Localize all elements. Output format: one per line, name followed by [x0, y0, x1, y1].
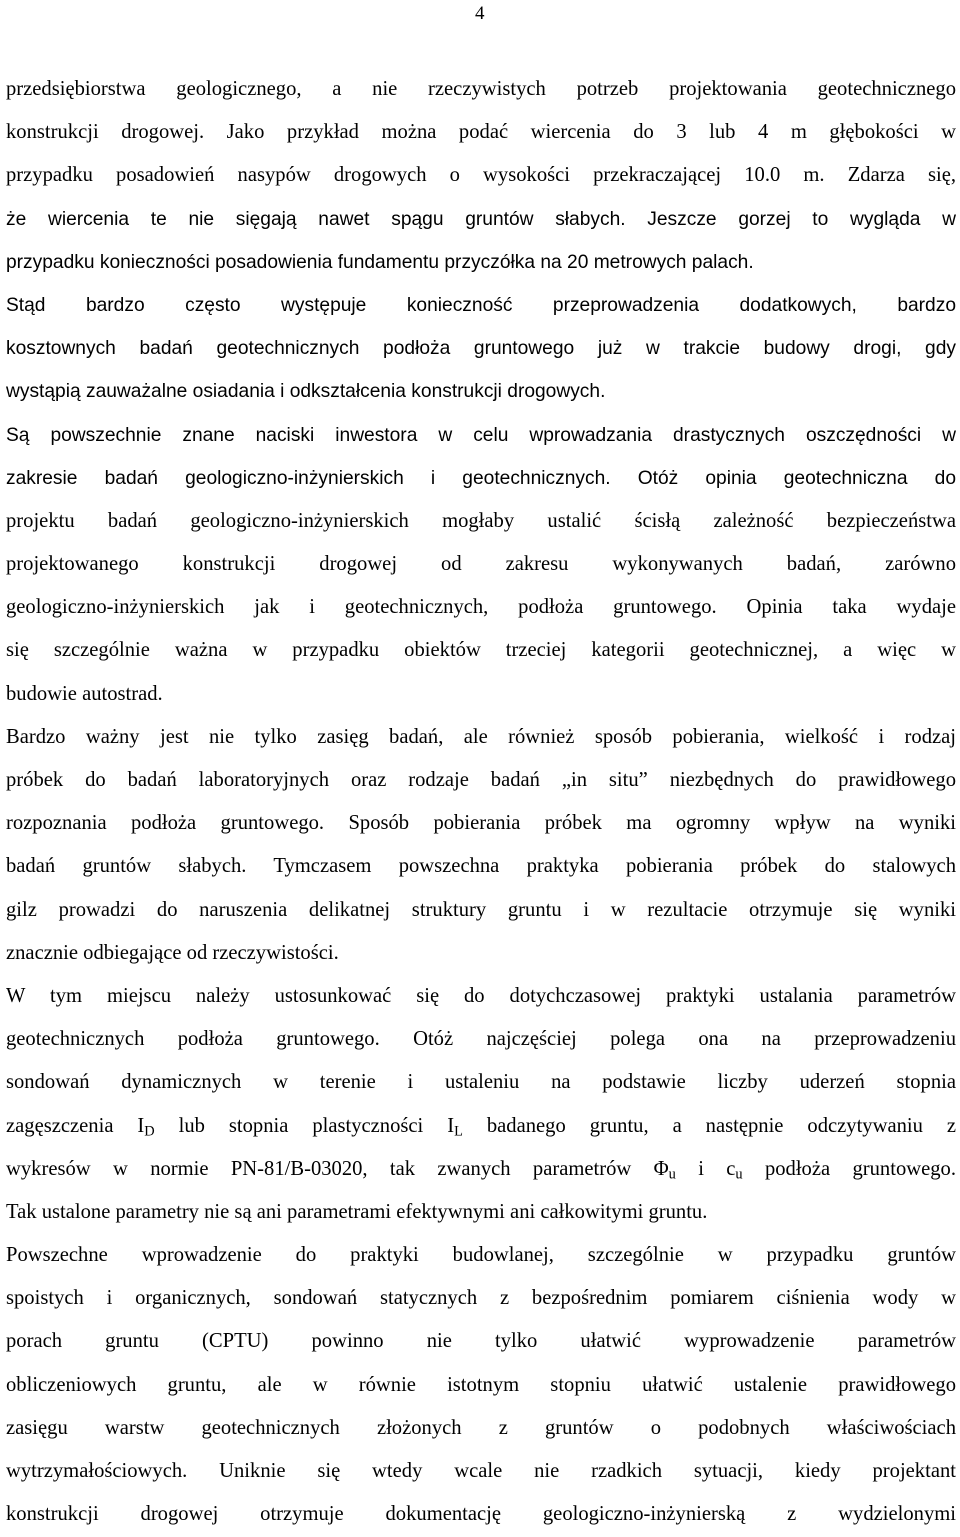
text-segment: gilz prowadzi do naruszenia delikatnej struktury gruntu i w rezultacie otrzymuje się wyniki [6, 898, 956, 921]
text-line [6, 1191, 956, 1234]
text-segment: konstrukcji drogowej. Jako przykład można podać wiercenia do 3 lub 4 m głębokości w [6, 121, 956, 144]
text-line [6, 716, 956, 759]
text-segment: sondowań dynamicznych w terenie i ustaleniu na podstawie liczby uderzeń stopnia [6, 1071, 956, 1094]
text-line [6, 1407, 956, 1450]
text-segment: zasięgu warstw geotechnicznych złożonych z gruntów o podobnych właściwościach [6, 1416, 956, 1439]
text-segment: badań gruntów słabych. Tymczasem powszechna praktyka pobierania próbek do stalowych [6, 855, 956, 878]
text-segment: Są powszechnie znane naciski inwestora w celu wprowadzania drastycznych oszczędności w [6, 424, 956, 446]
subscript: u [668, 1166, 676, 1183]
text-segment: zakresie badań geologiczno-inżynierskich i geotechnicznych. Otóż opinia geotechniczna do [6, 467, 956, 489]
text-segment: że wiercenia te nie sięgają nawet spągu gruntów słabych. Jeszcze gorzej to wygląda w [6, 208, 956, 230]
text-segment: konstrukcji drogowej otrzymuje dokumentację geologiczno-inżynierską z wydzielonymi [6, 1503, 956, 1526]
text-line [6, 845, 956, 888]
text-segment: lub stopnia plastyczności I [154, 1114, 455, 1137]
text-line [6, 241, 956, 284]
text-line [6, 759, 956, 802]
text-line [6, 1018, 956, 1061]
text-segment: wytrzymałościowych. Uniknie się wtedy wcale nie rzadkich sytuacji, kiedy projektant [6, 1460, 956, 1482]
text-line [6, 284, 956, 327]
text-segment: badanego gruntu, a następnie odczytywaniu z [462, 1114, 957, 1137]
text-segment: spoistych i organicznych, sondowań statycznych z bezpośrednim pomiarem ciśnienia wody w [6, 1287, 956, 1310]
text-segment: zagęszczenia I [6, 1114, 145, 1137]
text-segment: Tak ustalone parametry nie są ani parametrami efektywnymi ani całkowitymi gruntu. [6, 1200, 708, 1223]
text-line [6, 1234, 956, 1277]
text-line [6, 1277, 956, 1320]
text-line [6, 1061, 956, 1104]
text-line [6, 1493, 956, 1536]
text-line [6, 889, 956, 932]
text-segment: przedsiębiorstwa geologicznego, a nie rzeczywistych potrzeb projektowania geotechnicznego [6, 78, 956, 100]
text-line [6, 327, 956, 370]
text-segment: kosztownych badań geotechnicznych podłoża gruntowego już w trakcie budowy drogi, gdy [6, 338, 956, 360]
text-line [6, 1450, 956, 1493]
text-segment: przypadku posadowień nasypów drogowych o wysokości przekraczającej 10.0 m. Zdarza się, [6, 164, 956, 187]
text-segment: projektowanego konstrukcji drogowej od zakresu wykonywanych badań, zarówno [6, 553, 956, 576]
text-segment: budowie autostrad. [6, 682, 163, 705]
text-segment: obliczeniowych gruntu, ale w równie istotnym stopniu ułatwić ustalenie prawidłowego [6, 1373, 956, 1396]
text-segment: podłoża gruntowego. [742, 1157, 956, 1180]
text-line [6, 1364, 956, 1407]
text-line [6, 629, 956, 672]
text-segment: Stąd bardzo często występuje konieczność przeprowadzenia dodatkowych, bardzo [6, 294, 956, 316]
text-line [6, 370, 956, 413]
text-line [6, 154, 956, 197]
text-segment: geologiczno-inżynierskich jak i geotechnicznych, podłoża gruntowego. Opinia taka wydaje [6, 596, 956, 619]
text-segment: rozpoznania podłoża gruntowego. Sposób pobierania próbek ma ogromny wpływ na wyniki [6, 812, 956, 835]
text-line [6, 414, 956, 457]
text-segment: się szczególnie ważna w przypadku obiektów trzeciej kategorii geotechnicznej, a więc w [6, 639, 956, 662]
text-line [6, 673, 956, 716]
text-segment: próbek do badań laboratoryjnych oraz rodzaje badań „in situ” niezbędnych do prawidłowego [6, 769, 956, 791]
text-segment: porach gruntu (CPTU) powinno nie tylko ułatwić wyprowadzenie parametrów [6, 1330, 956, 1353]
text-segment: W tym miejscu należy ustosunkować się do dotychczasowej praktyki ustalania parametrów [6, 984, 956, 1007]
text-line [6, 1148, 956, 1191]
text-line [6, 1320, 956, 1363]
text-line [6, 932, 956, 975]
body-text [6, 68, 956, 1536]
text-segment: przypadku konieczności posadowienia fundamentu przyczółka na 20 metrowych palach. [6, 251, 754, 273]
text-line [6, 111, 956, 154]
text-segment: Bardzo ważny jest nie tylko zasięg badań, ale również sposób pobierania, wielkość i rodzaj [6, 725, 956, 748]
text-line [6, 543, 956, 586]
text-line [6, 802, 956, 845]
text-segment: znacznie odbiegające od rzeczywistości. [6, 941, 339, 964]
text-line [6, 198, 956, 241]
text-segment: projektu badań geologiczno-inżynierskich mogłaby ustalić ścisłą zależność bezpieczeństwa [6, 509, 956, 532]
subscript: L [454, 1123, 463, 1140]
text-segment: geotechnicznych podłoża gruntowego. Otóż najczęściej polega ona na przeprowadzeniu [6, 1028, 956, 1051]
text-line [6, 586, 956, 629]
text-line [6, 975, 956, 1018]
text-line [6, 68, 956, 111]
text-line [6, 500, 956, 543]
text-segment: wystąpią zauważalne osiadania i odkształcenia konstrukcji drogowych. [6, 381, 606, 403]
text-line [6, 1105, 956, 1148]
text-line [6, 457, 956, 500]
subscript: D [144, 1123, 155, 1140]
subscript: u [735, 1166, 743, 1183]
page-number: 4 [475, 3, 485, 24]
text-segment: wykresów w normie PN-81/B-03020, tak zwanych parametrów Φ [6, 1157, 669, 1180]
text-segment: i c [675, 1157, 736, 1180]
text-segment: Powszechne wprowadzenie do praktyki budowlanej, szczególnie w przypadku gruntów [6, 1244, 956, 1267]
